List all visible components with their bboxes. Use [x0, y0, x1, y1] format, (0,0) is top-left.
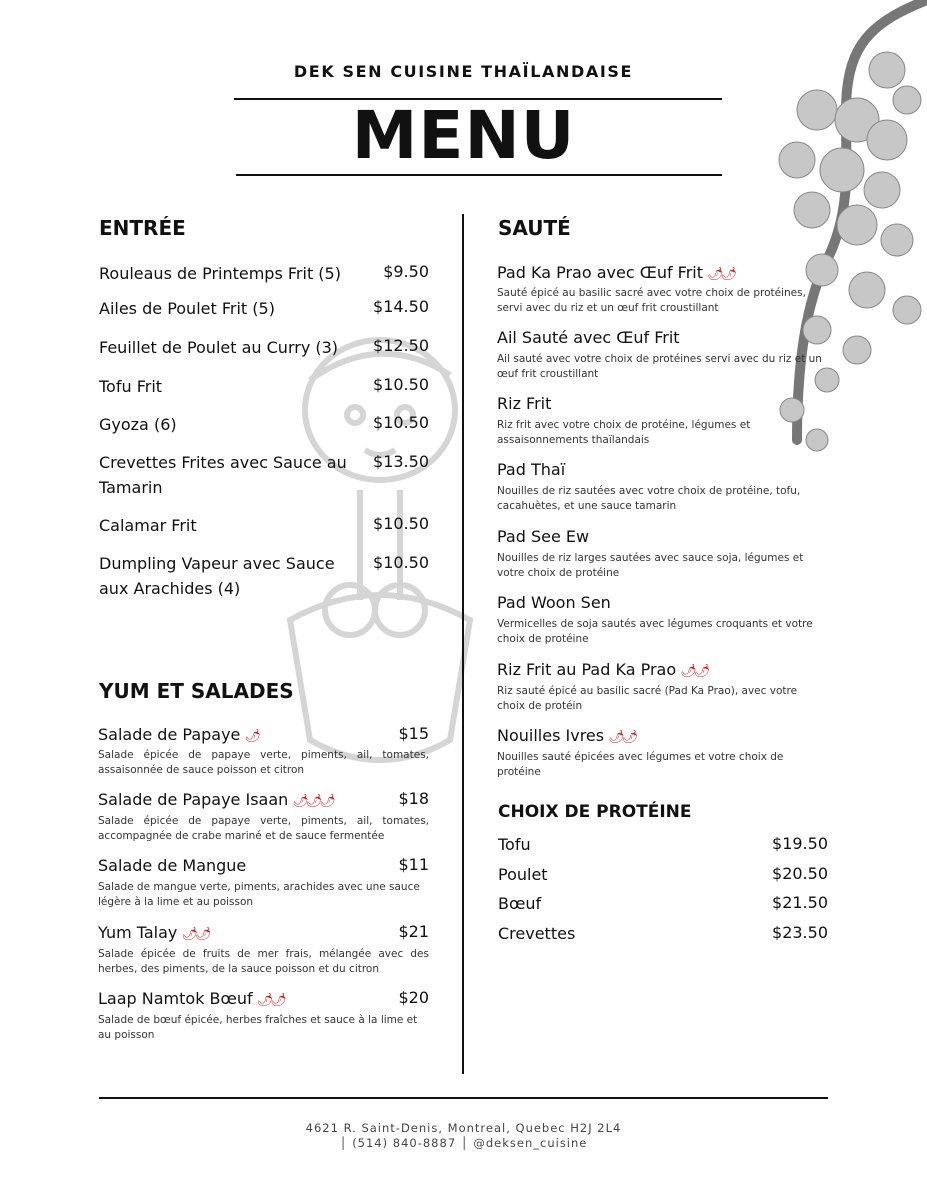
yum-item-description: Salade épicée de papaye verte, piments, ail, tomates, assaisonnée de sauce poisson et citron [98, 749, 429, 776]
saute-item-description: Ail sauté avec votre choix de protéines servi avec du riz et un œuf frit croustillant [497, 353, 822, 380]
yum-item-label: Yum Talay [98, 923, 178, 942]
saute-item-description: Sauté épicé au basilic sacré avec votre choix de protéines, servi avec du riz et un œuf frit croustillant [497, 287, 806, 314]
saute-item-label: Pad See Ew [497, 527, 590, 546]
yum-item-name [98, 722, 388, 749]
entree-item-name: Tofu Frit [99, 377, 163, 396]
saute-item-name [497, 590, 827, 617]
yum-item-price: $20 [398, 988, 429, 1007]
entree-item-name: Feuillet de Poulet au Curry (3) [99, 338, 339, 357]
yum-item-name [98, 787, 388, 814]
footer-rule [99, 1097, 828, 1099]
yum-item-name [98, 853, 388, 880]
protein-item-name: Bœuf [498, 894, 542, 913]
entree-item-name: Calamar Frit [99, 516, 197, 535]
entree-item-price: $12.50 [373, 336, 429, 355]
yum-item-price: $11 [398, 855, 429, 874]
protein-item-name: Poulet [498, 865, 548, 884]
protein-heading: CHOIX DE PROTÉINE [498, 802, 692, 822]
saute-item-name [497, 325, 827, 352]
entree-item-price: $10.50 [373, 553, 429, 572]
protein-item-price: $20.50 [772, 864, 828, 883]
entree-item-name: Gyoza (6) [99, 415, 177, 434]
chili-icon: 🌶 [244, 729, 258, 744]
saute-item-name [497, 391, 827, 418]
yum-item-description: Salade épicée de fruits de mer frais, mélangée avec des herbes, des piments, de la sauce poisson et du citron [98, 948, 429, 975]
entree-heading: ENTRÉE [99, 216, 186, 240]
saute-item-label: Riz Frit [497, 394, 552, 413]
yum-item-label: Salade de Mangue [98, 856, 247, 875]
chili-icon: 🌶🌶 [680, 664, 708, 679]
yum-item-label: Laap Namtok Bœuf [98, 989, 253, 1008]
yum-item-name [98, 920, 388, 947]
yum-item-description: Salade de mangue verte, piments, arachides avec une sauce légère à la lime et au poisson [98, 881, 420, 908]
saute-item-name [497, 457, 827, 484]
chili-icon: 🌶🌶 [707, 267, 735, 282]
menu-title: MENU [351, 97, 576, 174]
column-divider [462, 214, 464, 1074]
restaurant-name: DEK SEN CUISINE THAÏLANDAISE [293, 62, 634, 81]
chili-icon: 🌶🌶 [181, 927, 209, 942]
protein-item-name: Crevettes [498, 924, 576, 943]
entree-item-name: Rouleaus de Printemps Frit (5) [99, 264, 341, 283]
saute-item-description: Vermicelles de soja sautés avec légumes croquants et votre choix de protéine [497, 618, 813, 645]
saute-item-label: Nouilles Ivres [497, 726, 605, 745]
yum-item-description: Salade de bœuf épicée, herbes fraîches et sauce à la lime et au poisson [98, 1014, 418, 1041]
protein-item-price: $19.50 [772, 834, 828, 853]
header-bottom-rule [236, 174, 722, 176]
entree-item-price: $13.50 [373, 452, 429, 471]
saute-item-name [497, 723, 827, 750]
entree-item-name: Dumpling Vapeur avec Sauce aux Arachides (4) [99, 554, 335, 598]
saute-item-description: Riz sauté épicé au basilic sacré (Pad Ka Prao), avec votre choix de protéin [497, 685, 798, 712]
chili-icon: 🌶🌶 [608, 730, 636, 745]
saute-item-description: Nouilles de riz larges sautées avec sauce soja, légumes et votre choix de protéine [497, 552, 804, 579]
footer-address: 4621 R. Saint-Denis, Montreal, Quebec H2J 2L4 [305, 1121, 622, 1135]
yum-item-label: Salade de Papaye [98, 725, 241, 744]
protein-item-price: $23.50 [772, 923, 828, 942]
saute-item-label: Pad Thaï [497, 460, 566, 479]
saute-item-label: Pad Ka Prao avec Œuf Frit [497, 263, 704, 282]
yum-item-label: Salade de Papaye Isaan [98, 790, 289, 809]
yum-item-price: $15 [398, 724, 429, 743]
saute-item-description: Riz frit avec votre choix de protéine, légumes et assaisonnements thaïlandais [497, 419, 751, 446]
yum-item-name [98, 986, 388, 1013]
saute-item-label: Ail Sauté avec Œuf Frit [497, 328, 680, 347]
saute-item-description: Nouilles sauté épicées avec légumes et votre choix de protéine [497, 751, 784, 778]
entree-item-name: Ailes de Poulet Frit (5) [99, 299, 275, 318]
entree-item-name: Crevettes Frites avec Sauce au Tamarin [99, 453, 347, 497]
saute-item-name [497, 657, 827, 684]
entree-item-price: $10.50 [373, 413, 429, 432]
saute-item-description: Nouilles de riz sautées avec votre choix de protéine, tofu, cacahuètes, et une sauce tamarin [497, 485, 801, 512]
chili-icon: 🌶🌶 [256, 993, 284, 1008]
yum-item-price: $18 [398, 789, 429, 808]
entree-item-price: $9.50 [383, 262, 429, 281]
saute-item-name [497, 524, 827, 551]
chili-icon: 🌶🌶🌶 [292, 794, 333, 809]
saute-item-label: Riz Frit au Pad Ka Prao [497, 660, 677, 679]
saute-heading: SAUTÉ [498, 216, 571, 240]
saute-item-label: Pad Woon Sen [497, 593, 611, 612]
entree-item-price: $10.50 [373, 375, 429, 394]
protein-item-name: Tofu [498, 835, 531, 854]
entree-item-price: $10.50 [373, 514, 429, 533]
entree-item-price: $14.50 [373, 297, 429, 316]
footer-contact: │ (514) 840-8887 │ @deksen_cuisine [339, 1136, 588, 1150]
protein-item-price: $21.50 [772, 893, 828, 912]
yum-heading: YUM ET SALADES [99, 679, 294, 703]
yum-item-description: Salade épicée de papaye verte, piments, ail, tomates, accompagnée de crabe mariné et de sauce fermentée [98, 815, 429, 842]
yum-item-price: $21 [398, 922, 429, 941]
saute-item-name [497, 260, 827, 287]
